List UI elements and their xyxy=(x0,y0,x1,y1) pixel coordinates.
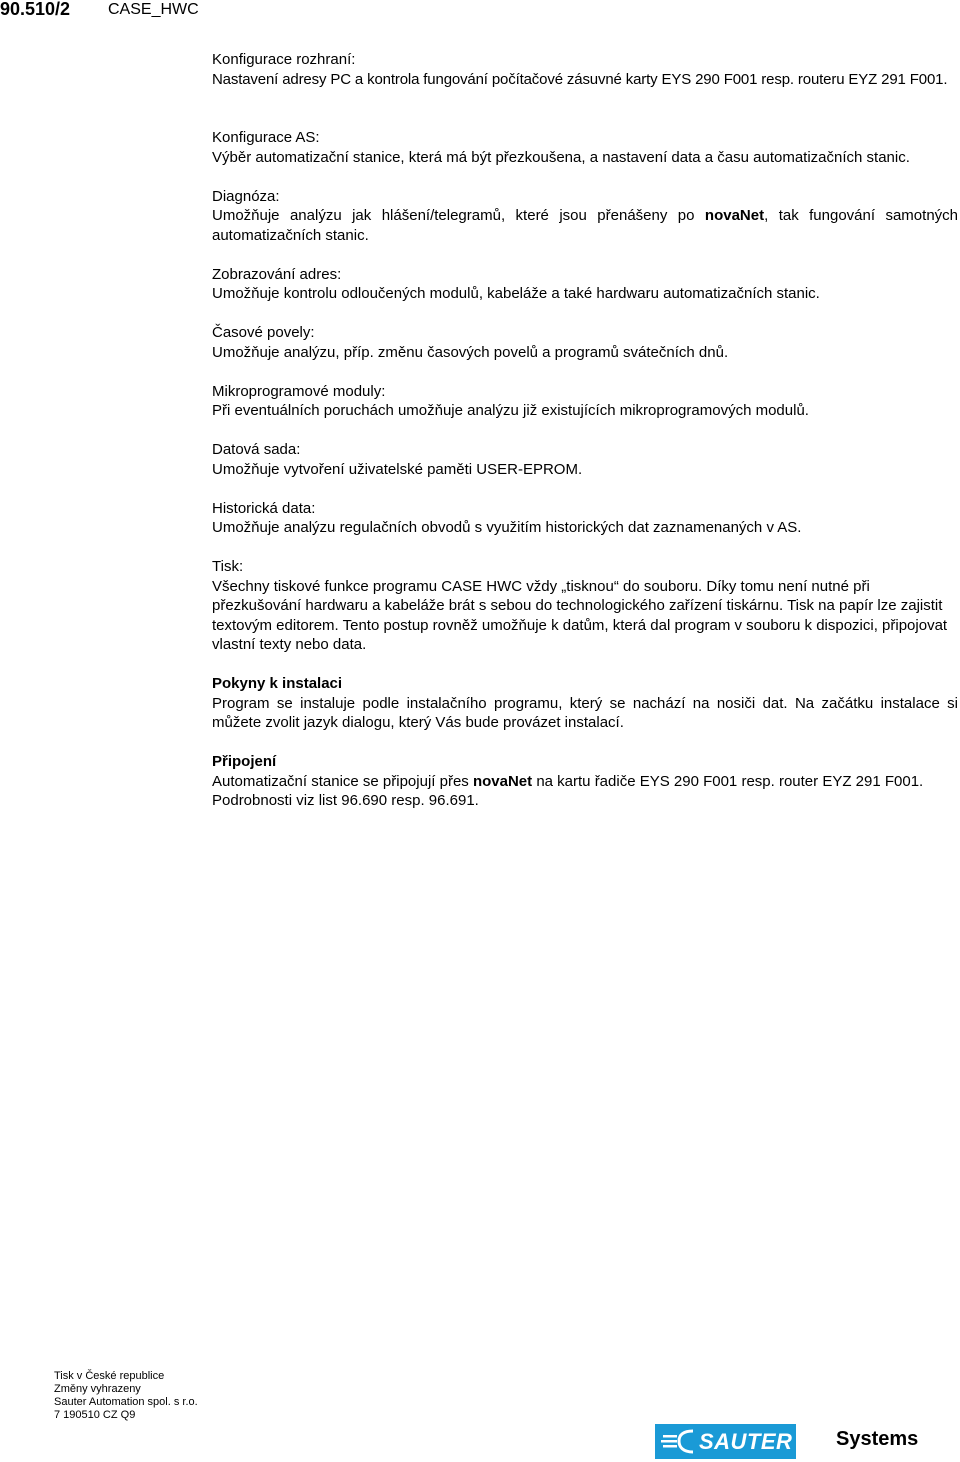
text-part: Umožňuje analýzu jak hlášení/telegramů, které jsou přenášeny po xyxy=(212,207,705,224)
section-historical-data xyxy=(212,499,958,538)
logo-mark-icon xyxy=(659,1424,703,1459)
section-text: Výběr automatizační stanice, která má být přezkoušena, a nastavení data a času automatizačních stanic. xyxy=(212,148,910,166)
section-interface-config xyxy=(212,50,958,89)
section-dataset xyxy=(212,440,958,479)
section-heading: Tisk: xyxy=(212,558,244,575)
product-name: CASE_HWC xyxy=(108,1,199,18)
section-text xyxy=(212,772,958,811)
text-part: na kartu řadiče EYS 290 F001 resp. router EYZ 291 F001. Podrobnosti viz list 96.690 resp. 96.691. xyxy=(212,772,924,809)
document-body xyxy=(212,50,958,830)
section-as-config xyxy=(212,128,958,167)
section-text: Umožňuje analýzu regulačních obvodů s využitím historických dat zaznamenaných v AS. xyxy=(212,519,802,536)
footer-line-company: Sauter Automation spol. s r.o. xyxy=(54,1396,198,1408)
section-heading: Historická data: xyxy=(212,499,316,517)
text-part: , tak fungování samotných automatizačních stanic. xyxy=(212,207,958,244)
section-heading: Datová sada: xyxy=(212,441,301,458)
footer-imprint xyxy=(54,1370,198,1422)
section-text: Při eventuálních poruchách umožňuje analýzu již existujících mikroprogramových modulů. xyxy=(212,402,809,419)
section-text xyxy=(212,206,958,245)
section-print xyxy=(212,557,958,655)
section-heading: Konfigurace rozhraní: xyxy=(212,51,356,68)
section-text: Umožňuje analýzu, příp. změnu časových povelů a programů svátečních dnů. xyxy=(212,343,729,361)
section-installation xyxy=(212,674,958,733)
section-address-display xyxy=(212,265,958,304)
section-connection xyxy=(212,752,958,811)
section-time-commands xyxy=(212,323,958,362)
text-part: Automatizační stanice se připojují přes xyxy=(212,772,473,790)
section-text: Umožňuje kontrolu odloučených modulů, kabeláže a také hardwaru automatizačních stanic. xyxy=(212,285,820,302)
section-heading: Konfigurace AS: xyxy=(212,129,320,146)
section-diagnosis xyxy=(212,187,958,246)
section-heading: Zobrazování adres: xyxy=(212,265,342,283)
systems-label: Systems xyxy=(836,1428,919,1450)
section-heading: Diagnóza: xyxy=(212,187,280,205)
section-text: Nastavení adresy PC a kontrola fungování počítačové zásuvné karty EYS 290 F001 resp. routeru EYZ 291 F001. xyxy=(212,70,948,88)
section-text: Umožňuje vytvoření uživatelské paměti USER-EPROM. xyxy=(212,460,583,478)
logo-wordmark: SAUTER xyxy=(699,1429,793,1454)
section-text: Program se instaluje podle instalačního programu, který se nachází na nosiči dat. Na začátku instalace si můžete zvolit jazyk dialogu, který Vás bude provázet instalací. xyxy=(212,694,958,731)
footer-line-code: 7 190510 CZ Q9 xyxy=(54,1409,136,1421)
sauter-logo xyxy=(655,1424,796,1459)
novanet-term: novaNet xyxy=(472,772,533,790)
section-heading: Pokyny k instalaci xyxy=(212,675,343,692)
document-number: 90.510/2 xyxy=(0,0,71,19)
novanet-term: novaNet xyxy=(704,207,765,224)
section-heading: Mikroprogramové moduly: xyxy=(212,382,386,400)
section-heading: Časové povely: xyxy=(212,324,315,341)
footer-line-changes: Změny vyhrazeny xyxy=(54,1383,141,1395)
section-text: Všechny tiskové funkce programu CASE HWC vždy „tisknou“ do souboru. Díky tomu není nutné při přezkušování hardwaru a kabeláže brát s sebou do technologického zařízení tiskárnu. Tisk na papír lze zajistit textovým editorem. Tento postup rovněž umožňuje k datům, která dal program v souboru k dispozici, připojovat vlastní texty nebo data. xyxy=(212,577,948,653)
footer-line-print-country: Tisk v České republice xyxy=(54,1370,165,1382)
section-heading: Připojení xyxy=(212,753,277,770)
section-microprogram-modules xyxy=(212,382,958,421)
